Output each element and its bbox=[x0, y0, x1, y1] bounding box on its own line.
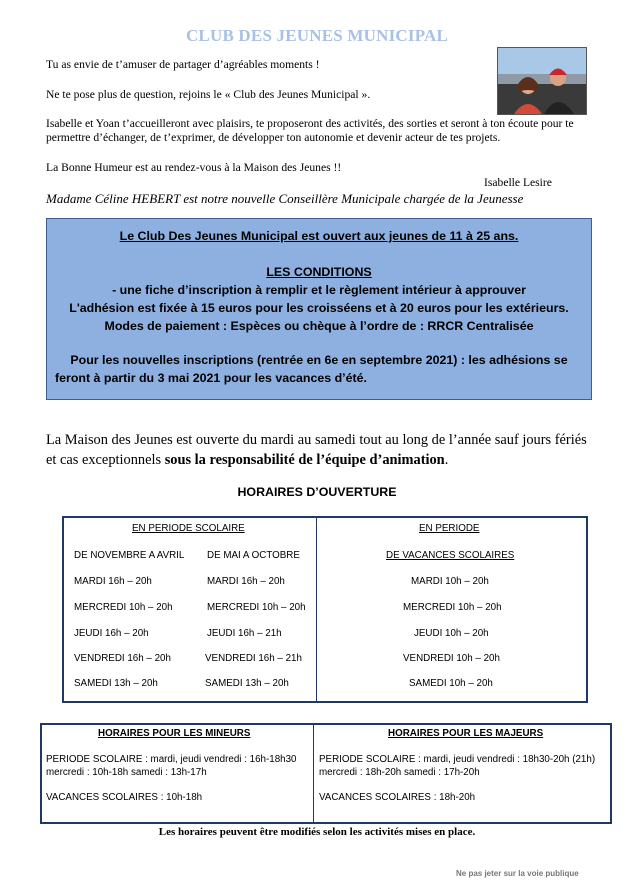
conditions-fee: L'adhésion est fixée à 15 euros pour les croisséens et à 20 euros pour les extérieurs. bbox=[69, 301, 569, 315]
intro-paragraph-4: La Bonne Humeur est au rendez-vous à la Maison des Jeunes !! bbox=[46, 161, 342, 174]
adults-wed-sat-hours: mercredi : 18h-20h samedi : 17h-20h bbox=[319, 767, 480, 778]
opening-hours-table bbox=[62, 516, 588, 703]
intro-paragraph-3: Isabelle et Yoan t’accueilleront avec plaisirs, te proposeront des activités, des sorties et seront à ton écoute pour te permettre d’échanger, de t’exprimer, de développer ton autonomie et devenir acteur de tes projets. bbox=[46, 117, 574, 144]
conditions-registration: - une fiche d’inscription à remplir et le règlement intérieur à approuver bbox=[112, 283, 526, 297]
schedule-entry: MARDI 10h – 20h bbox=[411, 576, 489, 587]
opening-bold-text: sous la responsabilité de l’équipe d’animation bbox=[164, 452, 445, 468]
minors-header: HORAIRES POUR LES MINEURS bbox=[98, 728, 251, 739]
conditions-new-registrations: Pour les nouvelles inscriptions (rentrée en 6e en septembre 2021) : les adhésions se bbox=[70, 353, 568, 367]
schedule-entry: JEUDI 10h – 20h bbox=[414, 628, 489, 639]
minors-school-hours: PERIODE SCOLAIRE : mardi, jeudi vendredi : 16h-18h30 bbox=[46, 754, 297, 765]
disclaimer: Ne pas jeter sur la voie publique bbox=[456, 869, 579, 878]
schedule-entry: SAMEDI 10h – 20h bbox=[409, 678, 493, 689]
schedule-entry: JEUDI 16h – 20h bbox=[74, 628, 149, 639]
school-period-header: EN PERIODE SCOLAIRE bbox=[132, 523, 245, 534]
opening-hours-title: HORAIRES D’OUVERTURE bbox=[237, 485, 397, 499]
may-oct-header: DE MAI A OCTOBRE bbox=[207, 550, 300, 561]
schedule-entry: MERCREDI 10h – 20h bbox=[403, 602, 502, 613]
photo-illustration bbox=[498, 48, 586, 114]
page-title: CLUB DES JEUNES MUNICIPAL bbox=[185, 26, 449, 45]
school-holidays-header: DE VACANCES SCOLAIRES bbox=[386, 550, 515, 561]
opening-paragraph bbox=[46, 430, 592, 470]
schedule-entry: MARDI 16h – 20h bbox=[207, 576, 285, 587]
table-divider bbox=[316, 518, 317, 701]
schedule-entry: VENDREDI 16h – 21h bbox=[205, 653, 302, 664]
opening-end: . bbox=[444, 452, 449, 468]
age-hours-table bbox=[40, 723, 612, 824]
youth-leaders-photo bbox=[497, 47, 587, 115]
schedule-entry: MERCREDI 10h – 20h bbox=[74, 602, 173, 613]
adults-school-hours: PERIODE SCOLAIRE : mardi, jeudi vendredi : 18h30-20h (21h) bbox=[319, 754, 596, 765]
schedule-entry: SAMEDI 13h – 20h bbox=[74, 678, 158, 689]
councillor-note: Madame Céline HEBERT est notre nouvelle Conseillère Municipale chargée de la Jeunesse bbox=[46, 191, 524, 206]
schedule-entry: SAMEDI 13h – 20h bbox=[205, 678, 289, 689]
schedule-entry: VENDREDI 16h – 20h bbox=[74, 653, 171, 664]
schedule-entry: MERCREDI 10h – 20h bbox=[207, 602, 306, 613]
opening-text: La Maison des Jeunes est ouverte du mardi au samedi tout au long de l’année sauf jours fériés et cas exceptionnels bbox=[46, 432, 587, 468]
conditions-box bbox=[46, 218, 592, 400]
nov-apr-header: DE NOVEMBRE A AVRIL bbox=[74, 550, 185, 561]
conditions-dates: feront à partir du 3 mai 2021 pour les vacances d’été. bbox=[55, 371, 367, 385]
schedule-entry: MARDI 16h – 20h bbox=[74, 576, 152, 587]
holiday-period-header: EN PERIODE bbox=[419, 523, 480, 534]
minors-wed-sat-hours: mercredi : 10h-18h samedi : 13h-17h bbox=[46, 767, 207, 778]
schedule-footnote: Les horaires peuvent être modifiés selon les activités mises en place. bbox=[158, 826, 476, 838]
signature: Isabelle Lesire bbox=[484, 176, 552, 189]
schedule-entry: VENDREDI 10h – 20h bbox=[403, 653, 500, 664]
adults-header: HORAIRES POUR LES MAJEURS bbox=[388, 728, 544, 739]
conditions-payment: Modes de paiement : Espèces ou chèque à l’ordre de : RRCR Centralisée bbox=[104, 319, 534, 333]
table-divider bbox=[313, 725, 314, 822]
conditions-headline: Le Club Des Jeunes Municipal est ouvert aux jeunes de 11 à 25 ans. bbox=[119, 229, 519, 243]
intro-paragraph-1: Tu as envie de t’amuser de partager d’agréables moments ! bbox=[46, 58, 320, 71]
conditions-heading: LES CONDITIONS bbox=[266, 265, 372, 279]
adults-holiday-hours: VACANCES SCOLAIRES : 18h-20h bbox=[319, 792, 476, 803]
schedule-entry: JEUDI 16h – 21h bbox=[207, 628, 282, 639]
minors-holiday-hours: VACANCES SCOLAIRES : 10h-18h bbox=[46, 792, 203, 803]
intro-paragraph-2: Ne te pose plus de question, rejoins le « Club des Jeunes Municipal ». bbox=[46, 88, 371, 101]
